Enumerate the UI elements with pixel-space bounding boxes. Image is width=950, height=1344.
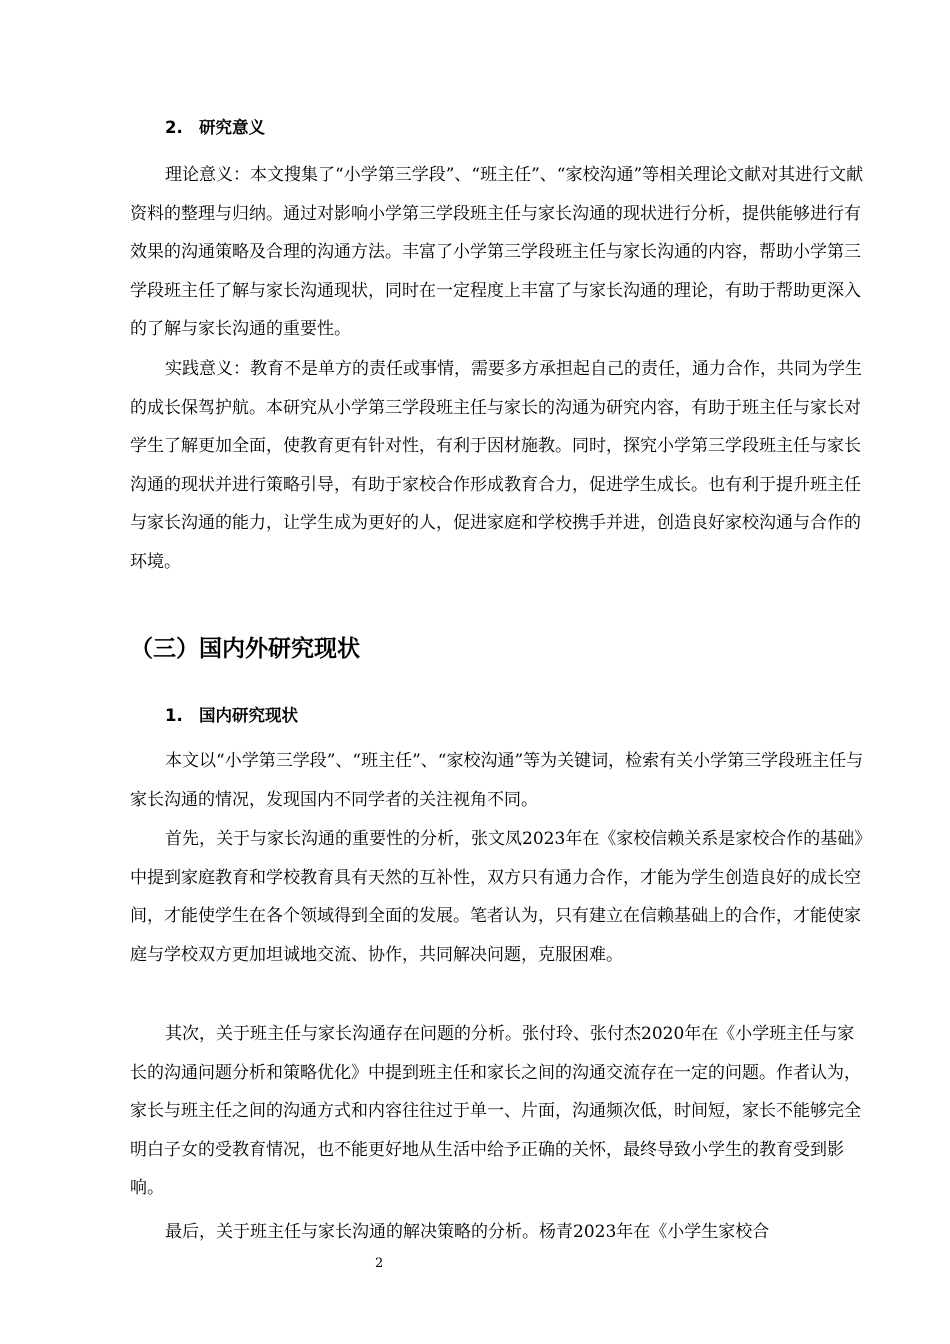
section-heading-domestic-research [165, 705, 298, 727]
paragraph-keywords: 本文以“小学第三学段”、“班主任”、“家校沟通”等为关键词，检索有关小学第三学段班主任与家长沟通的情况，发现国内不同学者的关注视角不同。 [130, 751, 864, 810]
paragraph-second-problems: 其次，关于班主任与家长沟通存在问题的分析。张付玲、张付杰2020年在《小学班主任与家长的沟通问题分析和策略优化》中提到班主任和家长之间的沟通交流存在一定的问题。作者认为，家长与班主任之间的沟通方式和内容往往过于单一、片面，沟通频次低，时间短，家长不能够完全明白子女的受教育情况，也不能更好地从生活中给予正确的关怀，最终导致小学生的教育受到影响。 [130, 1024, 861, 1198]
section-title: 研究意义 [199, 118, 265, 137]
page-number: 2 [375, 1256, 384, 1271]
paragraph-practical-significance: 实践意义：教育不是单方的责任或事情，需要多方承担起自己的责任，通力合作，共同为学生的成长保驾护航。本研究从小学第三学段班主任与家长的沟通为研究内容，有助于班主任与家长对学生了解更加全面，使教育更有针对性，有利于因材施教。同时，探究小学第三学段班主任与家长沟通的现状并进行策略引导，有助于家校合作形成教育合力，促进学生成长。也有利于提升班主任与家长沟通的能力，让学生成为更好的人，促进家庭和学校携手并进，创造良好家校沟通与合作的环境。 [130, 359, 862, 572]
section-number: 1. [165, 706, 183, 725]
chapter-heading-research-status: （三）国内外研究现状 [130, 636, 360, 662]
paragraph-theoretical-significance: 理论意义：本文搜集了“小学第三学段”、“班主任”、“家校沟通”等相关理论文献对其进行文献资料的整理与归纳。通过对影响小学第三学段班主任与家长沟通的现状进行分析，提供能够进行有效果的沟通策略及合理的沟通方法。丰富了小学第三学段班主任与家长沟通的内容，帮助小学第三学段班主任了解与家长沟通现状，同时在一定程度上丰富了与家长沟通的理论，有助于帮助更深入的了解与家长沟通的重要性。 [130, 165, 864, 339]
paragraph-last-strategies: 最后，关于班主任与家长沟通的解决策略的分析。杨青2023年在《小学生家校合 [165, 1222, 770, 1242]
section-heading-research-significance [165, 117, 265, 139]
paragraph-first-importance: 首先，关于与家长沟通的重要性的分析，张文凤2023年在《家校信赖关系是家校合作的基础》中提到家庭教育和学校教育具有天然的互补性，双方只有通力合作，才能为学生创造良好的成长空间，才能使学生在各个领域得到全面的发展。笔者认为，只有建立在信赖基础上的合作，才能使家庭与学校双方更加坦诚地交流、协作，共同解决问题，克服困难。 [130, 829, 863, 965]
section-title: 国内研究现状 [199, 706, 298, 725]
section-number: 2. [165, 118, 183, 137]
